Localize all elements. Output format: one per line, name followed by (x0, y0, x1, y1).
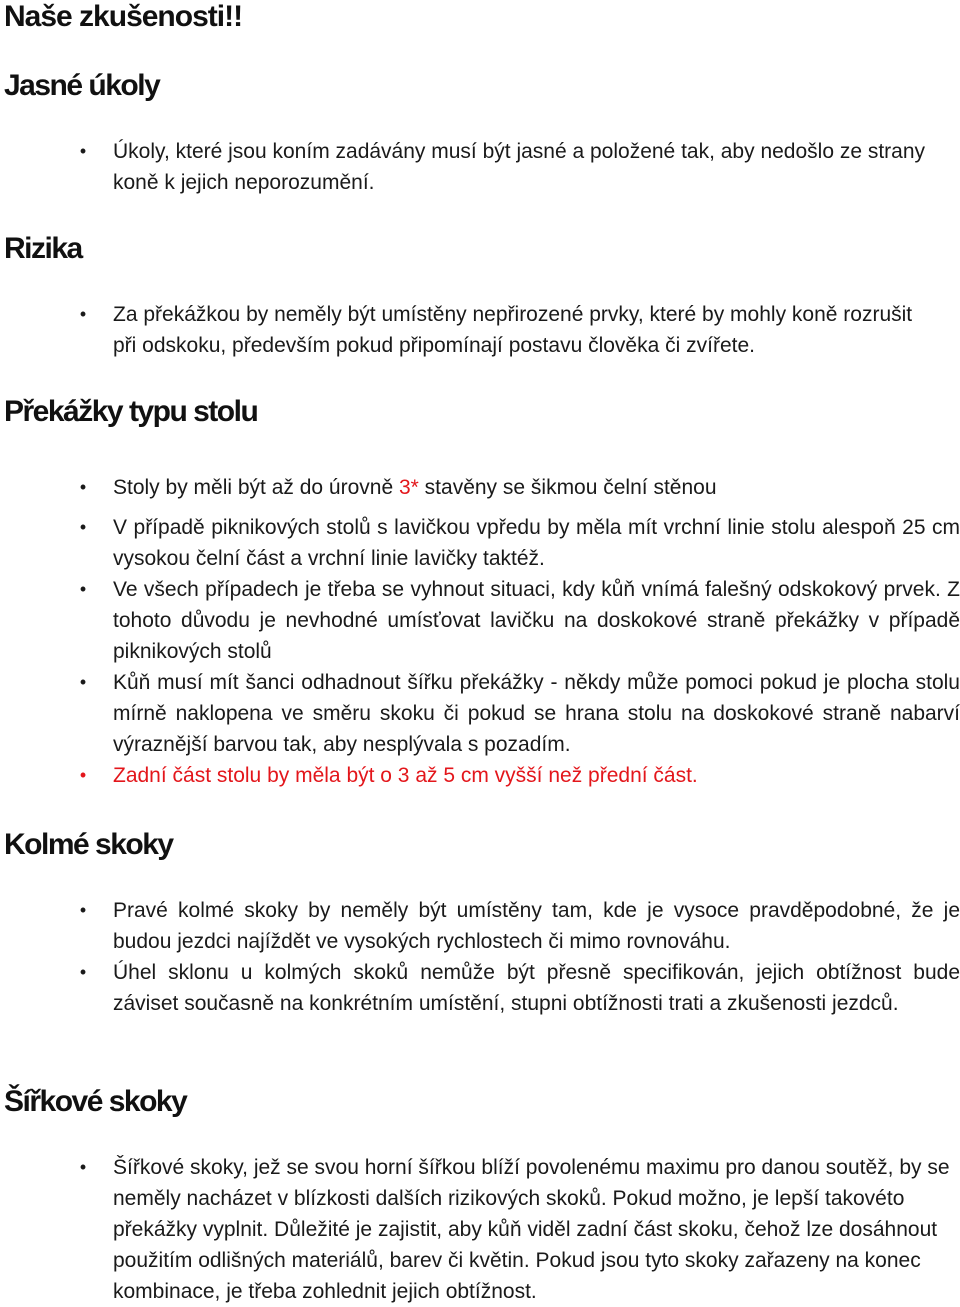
text-segment: stavěny se šikmou čelní stěnou (418, 476, 717, 499)
bullet-icon: • (79, 672, 87, 692)
bullet-icon: • (79, 304, 87, 324)
heading-kolme-skoky: Kolmé skoky (4, 828, 173, 861)
heading-prekazky-typu-stolu: Překážky typu stolu (4, 395, 258, 428)
list-item (0, 136, 935, 198)
list-item-text: Šířkové skoky, jež se svou horní šířkou blíží povolenému maximu pro danou soutěž, by se neměly nacházet v blízkosti dalších rizikových skoků. Pokud možno, je lepší takovéto překážky vyplnit. Důležité je zajistit, aby kůň viděl zadní část skoku, čehož lze dosáhnout použitím odlišných materiálů, barev či květin. Pokud jsou tyto skoky zařazeny na konec kombinace, je třeba zohlednit jejich obtížnost. (113, 1156, 950, 1303)
list-item (0, 299, 935, 361)
list-item-text (113, 472, 960, 503)
list-item (0, 667, 960, 760)
list-sirkove-skoky (0, 1152, 955, 1307)
list-item-text: Kůň musí mít šanci odhadnout šířku překážky - někdy může pomoci pokud je plocha stolu mírně naklopena ve směru skoku či pokud se hrana stolu na doskokové straně nabarví výraznější barvou tak, aby nesplývala s pozadím. (113, 671, 960, 756)
list-item-text: Úhel sklonu u kolmých skoků nemůže být přesně specifikován, jejich obtížnost bude záviset současně na konkrétním umístění, stupni obtížnosti trati a zkušenosti jezdců. (113, 961, 960, 1015)
list-item-text: Za překážkou by neměly být umístěny nepřirozené prvky, které by mohly koně rozrušit při odskoku, především pokud připomínají postavu člověka či zvířete. (113, 303, 913, 357)
bullet-icon: • (79, 141, 87, 161)
list-item (0, 472, 960, 503)
bullet-icon: • (79, 765, 87, 785)
list-item (0, 895, 960, 957)
list-item-text: Ve všech případech je třeba se vyhnout situaci, kdy kůň vnímá falešný odskokový prvek. Z tohoto důvodu je nevhodné umísťovat lavičku na doskokové straně překážky v případě piknikových stolů (113, 578, 960, 663)
list-item (0, 574, 960, 667)
heading-jasne-ukoly: Jasné úkoly (4, 69, 160, 102)
page-title: Naše zkušenosti!! (4, 0, 243, 33)
list-item-text: V případě piknikových stolů s lavičkou vpředu by měla mít vrchní linie stolu alespoň 25 cm vysokou čelní část a vrchní linie lavičky taktéž. (113, 516, 960, 570)
list-item-text: Pravé kolmé skoky by neměly být umístěny tam, kde je vysoce pravděpodobné, že je budou jezdci najíždět ve vysokých rychlostech či mimo rovnováhu. (113, 899, 960, 953)
heading-rizika: Rizika (4, 232, 82, 265)
list-item (0, 957, 960, 1019)
list-item (0, 1152, 955, 1307)
bullet-icon: • (79, 962, 87, 982)
list-item (0, 512, 960, 574)
bullet-icon: • (79, 579, 87, 599)
level-highlight: 3* (398, 476, 419, 499)
bullet-icon: • (79, 1157, 87, 1177)
list-kolme-skoky (0, 895, 960, 1019)
list-prekazky-typu-stolu (0, 472, 960, 791)
list-jasne-ukoly (0, 136, 935, 198)
list-item (0, 760, 960, 791)
bullet-icon: • (79, 900, 87, 920)
list-rizika (0, 299, 935, 361)
list-item-text-highlight: Zadní část stolu by měla být o 3 až 5 cm vyšší než přední část. (113, 764, 698, 787)
list-item-text: Úkoly, které jsou koním zadávány musí být jasné a položené tak, aby nedošlo ze strany koně k jejich neporozumění. (113, 140, 926, 194)
bullet-icon: • (79, 517, 87, 537)
heading-sirkove-skoky: Šířkové skoky (4, 1085, 187, 1118)
text-segment: Stoly by měli být až do úrovně (113, 476, 399, 499)
bullet-icon: • (79, 477, 87, 497)
